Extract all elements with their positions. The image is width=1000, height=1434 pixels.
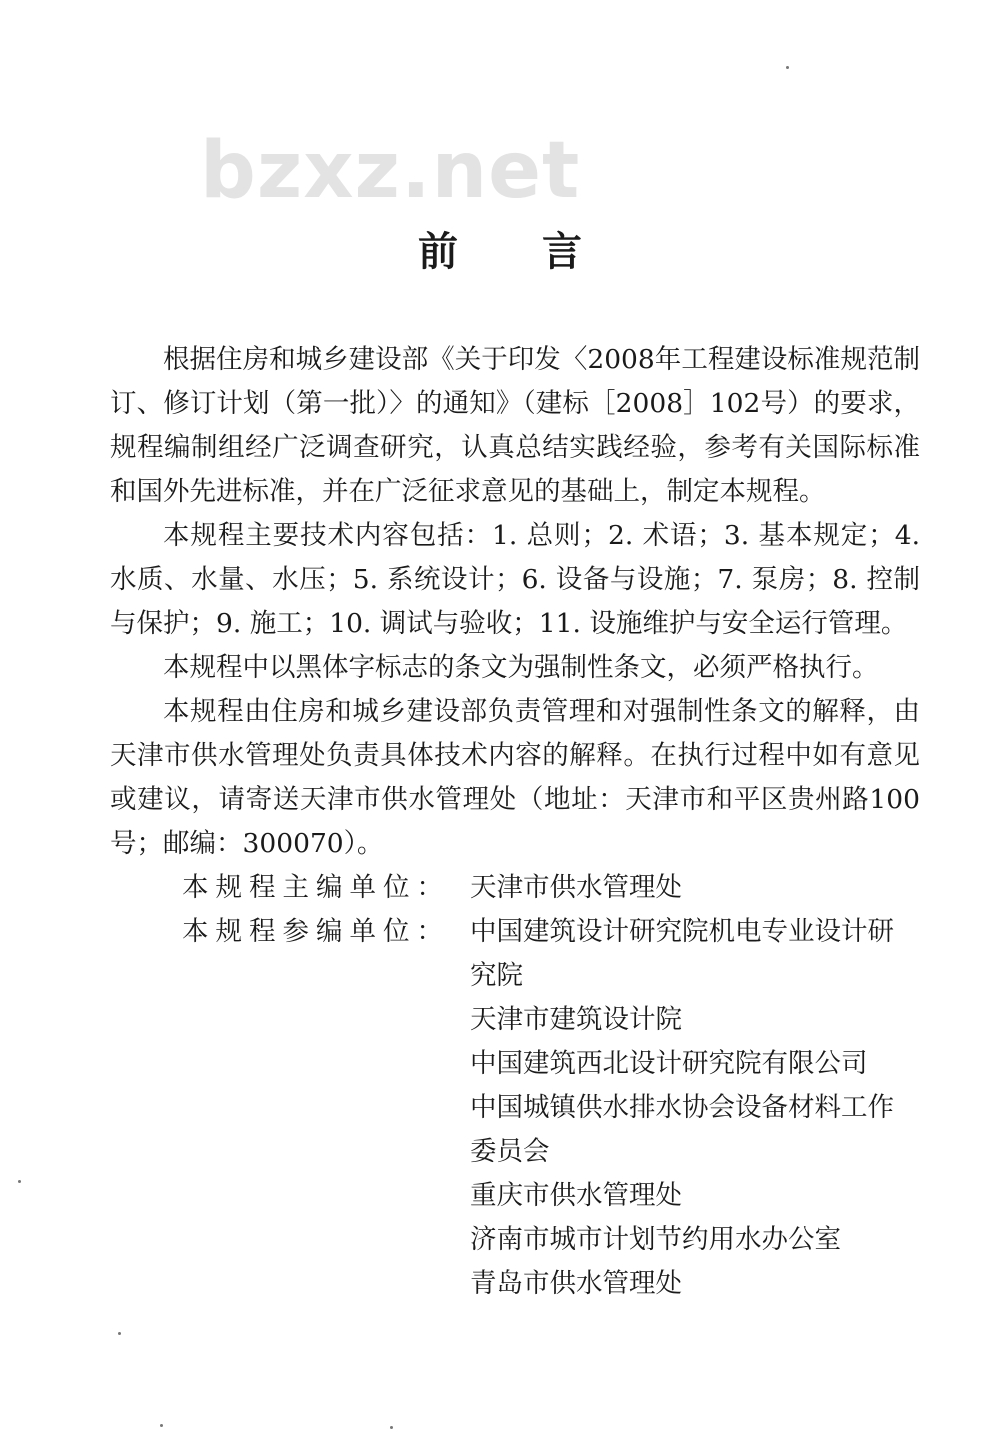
participating-unit: 济南市城市计划节约用水办公室: [470, 1224, 841, 1255]
participating-unit: 中国建筑设计研究院机电专业设计研究院: [470, 916, 894, 991]
scan-speck: [390, 1426, 393, 1429]
scan-speck: [18, 1180, 21, 1183]
chief-unit-row: [110, 866, 920, 910]
page-title: [0, 228, 1000, 276]
participating-unit: 重庆市供水管理处: [470, 1180, 682, 1211]
scan-speck: [160, 1424, 163, 1427]
paragraph-management: 本规程由住房和城乡建设部负责管理和对强制性条文的解释，由天津市供水管理处负责具体技术内容的解释。在执行过程中如有意见或建议，请寄送天津市供水管理处（地址：天津市和平区贵州路100号；邮编：300070）。: [110, 696, 920, 859]
participating-unit: 青岛市供水管理处: [470, 1268, 682, 1299]
title-char-2: 言: [542, 228, 582, 275]
watermark-text: bzxz.net: [200, 126, 581, 216]
participating-unit: 中国建筑西北设计研究院有限公司: [470, 1048, 868, 1079]
participating-unit: 天津市建筑设计院: [470, 1004, 682, 1035]
title-char-1: 前: [418, 228, 458, 275]
foreword-body: [110, 338, 920, 1306]
chief-unit-label: 本规程主编单位：: [182, 872, 450, 903]
participating-units-label: 本规程参编单位：: [182, 916, 450, 947]
scan-speck: [118, 1332, 121, 1335]
chief-unit-value: 天津市供水管理处: [470, 872, 682, 903]
paragraph-contents: 本规程主要技术内容包括：1. 总则；2. 术语；3. 基本规定；4. 水质、水量、水压；5. 系统设计；6. 设备与设施；7. 泵房；8. 控制与保护；9. 施工；10. 调试与验收；11. 设施维护与安全运行管理。: [110, 520, 920, 639]
participating-unit: 中国城镇供水排水协会设备材料工作委员会: [470, 1092, 894, 1167]
participating-units-list: [470, 910, 920, 1306]
paragraph-basis: 根据住房和城乡建设部《关于印发〈2008年工程建设标准规范制订、修订计划（第一批）〉的通知》（建标［2008］102号）的要求，规程编制组经广泛调查研究，认真总结实践经验，参考有关国际标准和国外先进标准，并在广泛征求意见的基础上，制定本规程。: [110, 344, 920, 507]
paragraph-mandatory: 本规程中以黑体字标志的条文为强制性条文，必须严格执行。: [163, 652, 879, 683]
scan-speck: [786, 66, 789, 69]
participating-units-row: [110, 910, 920, 1306]
